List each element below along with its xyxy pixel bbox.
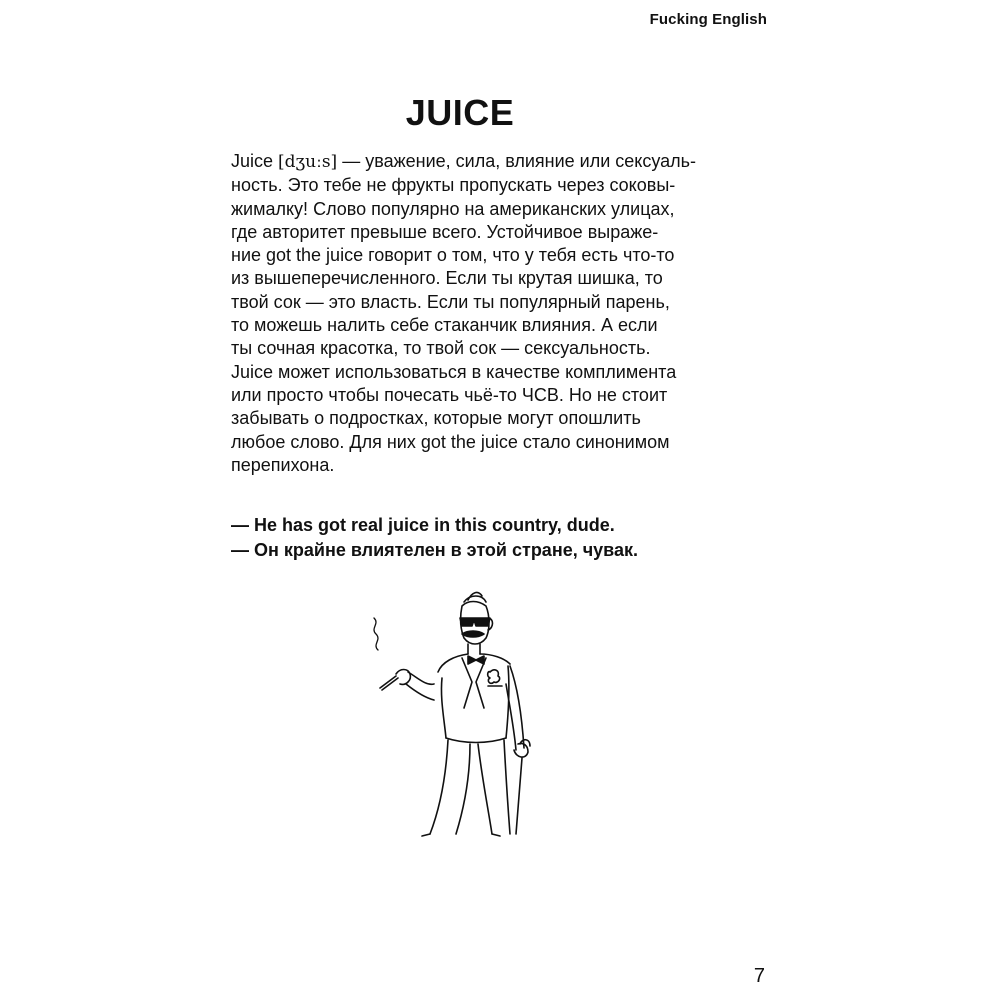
definition-paragraph — [231, 150, 766, 477]
definition-line: из вышеперечисленного. Если ты крутая шишка, то — [231, 268, 663, 289]
definition-line: Juice может использоваться в качестве комплимента — [231, 361, 677, 382]
definition-line: то можешь налить себе стаканчик влияния. А если — [231, 315, 658, 336]
definition-line: ние got the juice говорит о том, что у тебя есть что-то — [231, 245, 675, 266]
definition-line: забывать о подростках, которые могут опошлить — [231, 408, 641, 429]
definition-line: жималку! Слово популярно на американских улицах, — [231, 198, 675, 219]
entry-title: JUICE — [405, 92, 515, 133]
definition-line: твой сок — это власть. Если ты популярный парень, — [231, 291, 670, 312]
definition-line: ность. Это тебе не фрукты пропускать через соковы- — [231, 175, 676, 196]
example-dialog — [231, 513, 771, 563]
definition-line: перепихона. — [231, 454, 335, 475]
entry-word: Juice — [231, 151, 274, 171]
definition-line-text: — уважение, сила, влияние или сексуаль- — [337, 151, 697, 171]
definition-line: или просто чтобы почесать чьё-то ЧСВ. Но не стоит — [231, 384, 668, 405]
definition-line: ты сочная красотка, то твой сок — сексуальность. — [231, 338, 651, 359]
definition-line — [231, 150, 766, 174]
running-head: Fucking English — [649, 11, 767, 28]
definition-line: где авторитет превыше всего. Устойчивое выраже- — [231, 221, 659, 242]
example-english: — He has got real juice in this country, dude. — [231, 515, 615, 535]
page-number: 7 — [753, 965, 765, 987]
definition-line: любое слово. Для них got the juice стало синонимом — [231, 431, 670, 452]
example-russian: — Он крайне влиятелен в этой стране, чувак. — [231, 540, 639, 560]
entry-transcription: [dʒuːs] — [278, 152, 338, 172]
gentleman-illustration — [360, 588, 540, 838]
